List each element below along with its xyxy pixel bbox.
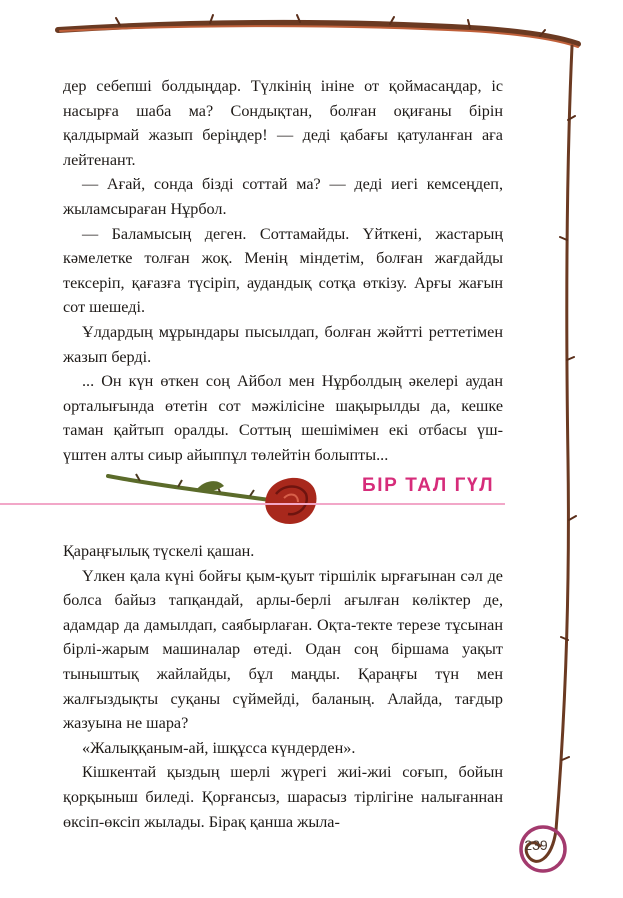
paragraph: Кішкентай қыздың шерлі жүрегі жиі-жиі соғып, бойын қорқыныш биледі. Қорғансыз, шарасыз тірлігіне налығаннан өксіп-өксіп жылады. Бірақ қанша жыла- xyxy=(63,763,503,831)
paragraph: — Баламысың деген. Соттамайды. Үйткені, жастарың кәмелетке толған жоқ. Менің міндетім, болған жағдайды тексеріп, қағазға түсіріп, аудандық сотқа өткізу. Арғы жағын сот шешеді. xyxy=(63,224,503,317)
paragraph: — Ағай, сонда бізді соттай ма? — деді иегі кемсеңдеп, жыламсыраған Нұрбол. xyxy=(63,175,503,218)
story-text-top xyxy=(63,74,503,468)
story-text-bottom xyxy=(63,539,503,834)
paragraph: ... Он күн өткен соң Айбол мен Нұрболдың әкелері аудан орталығында өтетін сот мәжілісіне шақырылды да, кешке таман қайтып оралды. Соттың шешімімен екі отбасы үш-үштен алты сиыр айыппұл төлейтін болыпты... xyxy=(63,372,503,464)
section-divider-line xyxy=(0,503,505,505)
rose-icon xyxy=(100,462,330,534)
paragraph: Ұлдардың мұрындары пысылдап, болған жәйтті реттетімен жазып берді. xyxy=(63,322,503,366)
paragraph: «Жалыққаным-ай, ішқұсса күндерден». xyxy=(82,738,356,757)
section-title: БІР ТАЛ ГҮЛ xyxy=(362,475,495,496)
paragraph: дер себепші болдыңдар. Түлкінің ініне от қоймасаңдар, іс насырға шаба ма? Сондықтан, болған оқиғаны бірін қалдырмай жазып беріңдер! — деді қабағы қатуланған аға лейтенант. xyxy=(63,77,503,169)
paragraph: Үлкен қала күні бойғы қым-қуыт тіршілік ырғағынан сәл де болса байыз тапқандай, арлы-берлі ағылған көліктер де, адамдар да дамылдап, саябырлаған. Оқта-текте терезе тұсынан бірлі-жарым машиналар өтеді. Одан соң біршама уақыт тыныштық жайлайды, бұл маңды. Қараңғы түн мен жалғыздықты суқаны сүймейді, баланың. Алайда, тағдыр жазуына не шара? xyxy=(63,566,503,733)
paragraph: Қараңғылық түскелі қашан. xyxy=(63,542,255,560)
page-number: 239 xyxy=(524,837,548,853)
